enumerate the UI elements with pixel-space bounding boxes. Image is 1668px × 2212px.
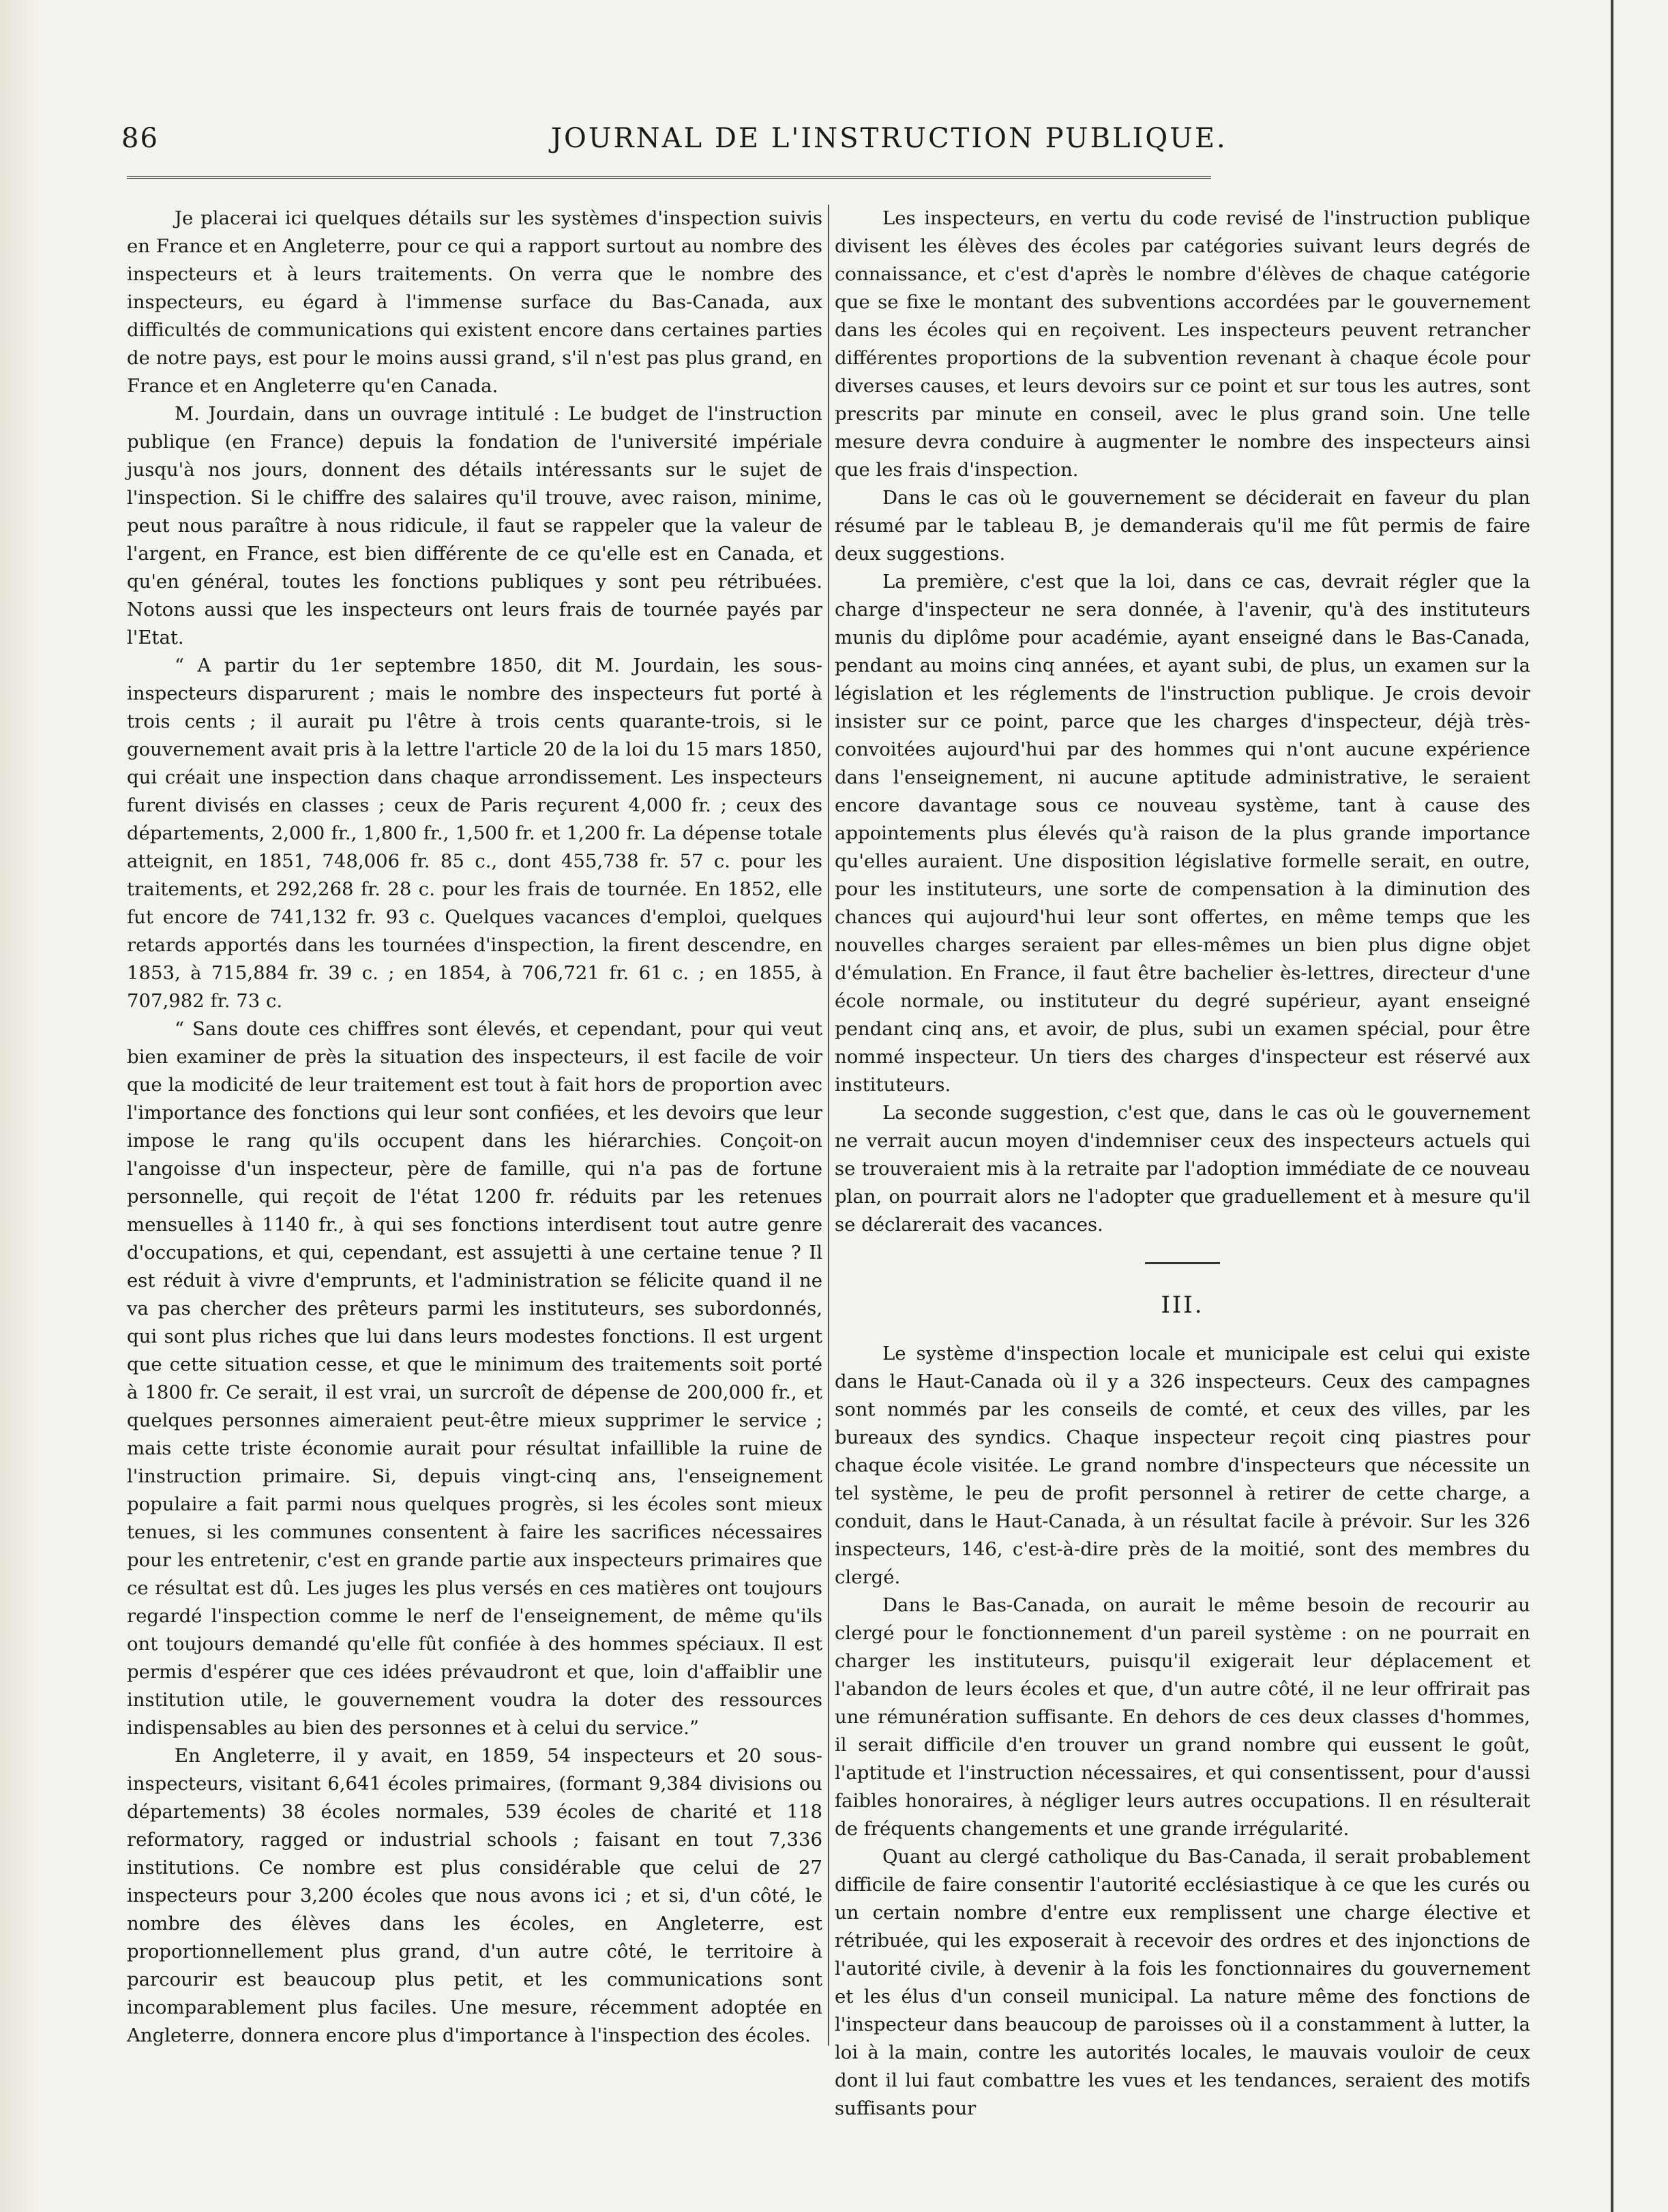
paragraph: La seconde suggestion, c'est que, dans le cas où le gouvernement ne verrait aucun moyen d'indemniser ceux des inspecteurs actuels qui se trouveraient mis à la retraite par l'adoption immédiate de ce nouveau plan, on pourrait alors ne l'adopter que graduellement et à mesure qu'il se déclarerait des vacances. (835, 1102, 1530, 1236)
paragraph: Je placerai ici quelques détails sur les systèmes d'inspection suivis en France et en Angleterre, pour ce qui a rapport surtout au nombre des inspecteurs et à leurs traitements. On verra que le nombre des inspecteurs, eu égard à l'immense surface du Bas-Canada, aux difficultés de communications qui existent encore dans certaines parties de notre pays, est pour le moins aussi grand, s'il n'est pas plus grand, en France et en Angleterre qu'en Canada. (127, 207, 822, 397)
paragraph: “ Sans doute ces chiffres sont élevés, et cependant, pour qui veut bien examiner de près la situation des inspecteurs, il est facile de voir que la modicité de leur traitement est tout à fait hors de proportion avec l'importance des fonctions qui leur sont confiées, et les devoirs que leur impose le rang qu'ils occupent dans les hiérarchies. Conçoit-on l'angoisse d'un inspecteur, père de famille, qui n'a pas de fortune personnelle, qui reçoit de l'état 1200 fr. réduits par les retenues mensuelles à 1140 fr., à qui ses fonctions interdisent tout autre genre d'occupations, et qui, cependant, est assujetti à une certaine tenue ? Il est réduit à vivre d'emprunts, et l'administration se félicite quand il ne va pas chercher des prêteurs parmi les instituteurs, ses subordonnés, qui sont plus riches que lui dans leurs modestes fonctions. Il est urgent que cette situation cesse, et que le minimum des traitements soit porté à 1800 fr. Ce serait, il est vrai, un surcroît de dépense de 200,000 fr., et quelques personnes aimeraient peut-être mieux supprimer le service ; mais cette triste économie aurait pour résultat infaillible la ruine de l'instruction primaire. Si, depuis vingt-cinq ans, l'enseignement populaire a fait parmi nous quelques progrès, si les écoles sont mieux tenues, si les communes consentent à faire les sacrifices nécessaires pour les entretenir, c'est en grande partie aux inspecteurs primaires que ce résultat est dû. Les juges les plus versés en ces matières ont toujours regardé l'inspection comme le nerf de l'enseignement, de même qu'ils ont toujours demandé qu'elle fût confiée à des hommes spéciaux. Il est permis d'espérer que ces idées prévaudront et que, loin d'affaiblir une institution utile, le gouvernement voudra la doter des ressources indispensables au bien des personnes et à celui du service.” (127, 1018, 822, 1739)
paragraph: Quant au clergé catholique du Bas-Canada, il serait probablement difficile de faire consentir l'autorité ecclésiastique à ce que les curés ou un certain nombre d'entre eux remplissent une charge élective et rétribuée, qui les exposerait à recevoir des ordres et des injonctions de l'autorité civile, à devenir à la fois les fonctionnaires du gouvernement et les élus d'un conseil municipal. La nature même des fonctions de l'inspecteur dans beaucoup de paroisses où il a constamment à lutter, la loi à la main, contre les autorités locales, le mauvais vouloir de ceux dont il lui faut combattre les vues et les tendances, seraient des motifs suffisants pour (835, 1846, 1530, 2119)
paragraph: La première, c'est que la loi, dans ce cas, devrait régler que la charge d'inspecteur ne sera donnée, à l'avenir, qu'à des instituteurs munis du diplôme pour académie, ayant enseigné dans le Bas-Canada, pendant au moins cinq années, et ayant subi, de plus, un examen sur la législation et les réglements de l'instruction publique. Je crois devoir insister sur ce point, parce que les charges d'inspecteur, déjà très-convoitées aujourd'hui par des hommes qui n'ont aucune expérience dans l'enseignement, ni aucune aptitude administrative, le seraient encore davantage sous ce nouveau système, tant à cause des appointements plus élevés qu'à raison de la plus grande importance qu'elles auraient. Une disposition législative formelle serait, en outre, pour les instituteurs, une sorte de compensation à la diminution des chances qui aujourd'hui leur sont offertes, en même temps que les nouvelles charges seraient par elles-mêmes un bien plus digne objet d'émulation. En France, il faut être bachelier ès-lettres, directeur d'une école normale, ou instituteur du degré supérieur, ayant enseigné pendant cinq ans, et avoir, de plus, subi un examen spécial, pour être nommé inspecteur. Un tiers des charges d'inspecteur est réservé aux instituteurs. (835, 571, 1530, 1096)
paragraph: “ A partir du 1er septembre 1850, dit M. Jourdain, les sous-inspecteurs disparurent ; mais le nombre des inspecteurs fut porté à trois cents ; il aurait pu l'être à trois cents quarante-trois, si le gouvernement avait pris à la lettre l'article 20 de la loi du 15 mars 1850, qui créait une inspection dans chaque arrondissement. Les inspecteurs furent divisés en classes ; ceux de Paris reçurent 4,000 fr. ; ceux des départements, 2,000 fr., 1,800 fr., 1,500 fr. et 1,200 fr. La dépense totale atteignit, en 1851, 748,006 fr. 85 c., dont 455,738 fr. 57 c. pour les traitements, et 292,268 fr. 28 c. pour les frais de tournée. En 1852, elle fut encore de 741,132 fr. 93 c. Quelques vacances d'emploi, quelques retards apportés dans les tournées d'inspection, la firent descendre, en 1853, à 715,884 fr. 39 c. ; en 1854, à 706,721 fr. 61 c. ; en 1855, à 707,982 fr. 73 c. (127, 655, 822, 1012)
page-shadow (0, 0, 41, 2212)
paragraph: Les inspecteurs, en vertu du code revisé de l'instruction publique divisent les élèves des écoles par catégories suivant leurs degrés de connaissance, et c'est d'après le nombre d'élèves de chaque catégorie que se fixe le montant des subventions accordées par le gouvernement dans les écoles qui en reçoivent. Les inspecteurs peuvent retrancher différentes proportions de la subvention revenant à chaque école pour diverses causes, et leurs devoirs sur ce point et sur tous les autres, sont prescrits par minute en conseil, avec le plus grand soin. Une telle mesure devra conduire à augmenter le nombre des inspecteurs ainsi que les frais d'inspection. (835, 207, 1530, 481)
paragraph: Dans le cas où le gouvernement se déciderait en faveur du plan résumé par le tableau B, je demanderais qu'il me fût permis de faire deux suggestions. (835, 487, 1530, 565)
column-divider (828, 205, 829, 2046)
journal-title: JOURNAL DE L'INSTRUCTION PUBLIQUE. (551, 123, 1227, 154)
paragraph: Le système d'inspection locale et municipale est celui qui existe dans le Haut-Canada où il y a 326 inspecteurs. Ceux des campagnes sont nommés par les conseils de comté, et ceux des villes, par les bureaux des syndics. Chaque inspecteur reçoit cinq piastres pour chaque école visitée. Le grand nombre d'inspecteurs que nécessite un tel système, le peu de profit personnel à retirer de cette charge, a conduit, dans le Haut-Canada, à un résultat facile à prévoir. Sur les 326 inspecteurs, 146, c'est-à-dire près de la moitié, sont des membres du clergé. (835, 1343, 1530, 1588)
paragraph: En Angleterre, il y avait, en 1859, 54 inspecteurs et 20 sous-inspecteurs, visitant 6,641 écoles primaires, (formant 9,384 divisions ou départements) 38 écoles normales, 539 écoles de charité et 118 reformatory, ragged or industrial schools ; faisant en tout 7,336 institutions. Ce nombre est plus considérable que celui de 27 inspecteurs pour 3,200 écoles que nous avons ici ; et si, d'un côté, le nombre des élèves dans les écoles, en Angleterre, est proportionnellement plus grand, d'un autre côté, le territoire à parcourir est beaucoup plus petit, et les communications sont incomparablement plus faciles. Une mesure, récemment adoptée en Angleterre, donnera encore plus d'importance à l'inspection des écoles. (127, 1745, 822, 2046)
header-rule (127, 176, 1211, 179)
section-rule (1145, 1262, 1220, 1264)
left-column (127, 205, 822, 2046)
section-heading: III. (1161, 1291, 1204, 1319)
page-number: 86 (121, 123, 159, 154)
paragraph: M. Jourdain, dans un ouvrage intitulé : Le budget de l'instruction publique (en France) depuis la fondation de l'université impériale jusqu'à nos jours, donnent des détails intéressants sur le sujet de l'inspection. Si le chiffre des salaires qu'il trouve, avec raison, minime, peut nous paraître à nous ridicule, il faut se rappeler que la valeur de l'argent, en France, est bien différente de ce qu'elle est en Canada, et qu'en général, toutes les fonctions publiques y sont peu rétribuées. Notons aussi que les inspecteurs ont leurs frais de tournée payés par l'Etat. (127, 403, 822, 648)
page-header (121, 123, 1227, 164)
page-edge (1611, 0, 1613, 2212)
right-column (835, 205, 1530, 2119)
paragraph: Dans le Bas-Canada, on aurait le même besoin de recourir au clergé pour le fonctionnement d'un pareil système : on ne pourrait en charger les instituteurs, puisqu'il exigerait leur déplacement et l'abandon de leurs écoles et que, d'un autre côté, il ne leur offrirait pas une rémunération suffisante. En dehors de ces deux classes d'hommes, il serait difficile d'en trouver un grand nombre qui eussent le goût, l'aptitude et l'instruction nécessaires, et qui consentissent, pour d'aussi faibles honoraires, à négliger leurs autres occupations. Il en résulterait de fréquents changements et une grande irrégularité. (835, 1594, 1530, 1840)
